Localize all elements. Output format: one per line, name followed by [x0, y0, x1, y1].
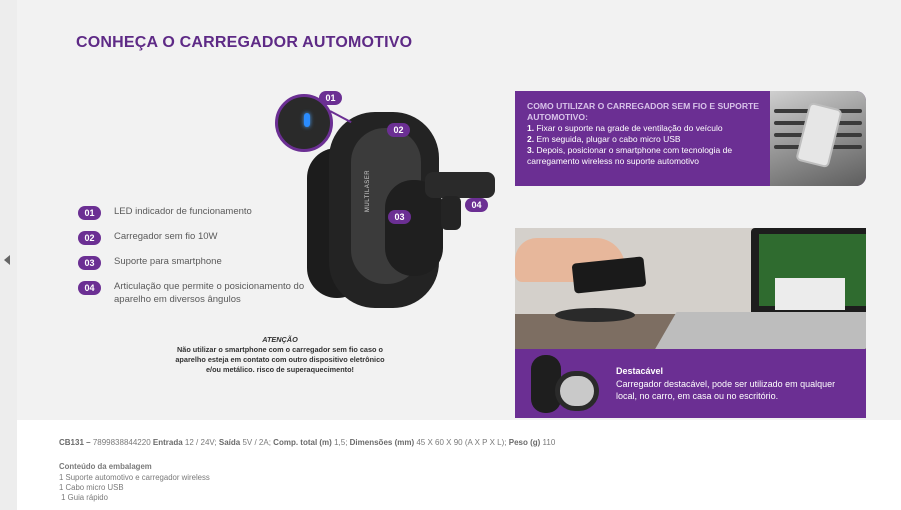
usage-step: [527, 134, 771, 145]
callout-badge-04: 04: [465, 198, 488, 212]
detachable-text: Carregador destacável, pode ser utilizado em qualquer local, no carro, em casa ou no escritório.: [616, 379, 836, 401]
feature-text: Carregador sem fio 10W: [114, 231, 218, 242]
spec-dim-label: Dimensões (mm): [349, 438, 415, 447]
usage-title: COMO UTILIZAR O CARREGADOR SEM FIO E SUPORTE AUTOMOTIVO:: [527, 101, 760, 122]
detachable-title: Destacável: [616, 366, 664, 376]
wireless-pad: [555, 308, 635, 322]
spec-dim-value: 45 X 60 X 90 (A X P X L);: [416, 438, 507, 447]
feature-badge: 04: [78, 281, 101, 295]
left-strip: [0, 0, 17, 510]
laptop-display-window: [775, 278, 845, 310]
feature-badge: 02: [78, 231, 101, 245]
car-vent-photo: [770, 91, 866, 186]
package-item: 1 Guia rápido: [59, 493, 108, 502]
spec-saida-label: Saída: [218, 438, 241, 447]
package-item: 1 Cabo micro USB: [59, 483, 124, 492]
spec-peso-value: 110: [542, 438, 556, 447]
package-item: 1 Suporte automotivo e carregador wireless: [59, 473, 210, 482]
spec-entrada-value: 12 / 24V;: [184, 438, 217, 447]
feature-badge: 01: [78, 206, 101, 220]
usage-step-text: Em seguida, plugar o cabo micro USB: [536, 134, 681, 144]
previous-page-arrow-icon[interactable]: [4, 255, 10, 265]
feature-badge: 03: [78, 256, 101, 270]
led-indicator-icon: [304, 113, 310, 127]
vent-clip: [425, 172, 495, 198]
callout-badge-01: 01: [319, 91, 342, 105]
charger-clip: [555, 371, 599, 411]
laptop-screen: [751, 228, 866, 312]
feature-text: Articulação que permite o posicionamento do aparelho em diversos ângulos: [114, 281, 305, 305]
spec-peso-label: Peso (g): [508, 438, 541, 447]
usage-step: [527, 123, 771, 134]
usage-text: [527, 101, 771, 167]
detachable-caption: [515, 349, 866, 418]
desk-photo: [515, 228, 866, 418]
warning-note: [173, 335, 387, 375]
laptop-display: [759, 234, 866, 306]
usage-step-text: Fixar o suporte na grade de ventilação do veículo: [536, 123, 723, 133]
usage-step-number: 3.: [527, 145, 535, 155]
spec-model: CB131 –: [59, 438, 91, 447]
spec-entrada-label: Entrada: [152, 438, 183, 447]
spec-ean: 7899838844220: [92, 438, 151, 447]
callout-badge-03: 03: [388, 210, 411, 224]
usage-step-number: 1.: [527, 123, 535, 133]
product-brand-label: MULTILASER: [365, 169, 372, 213]
vent-clip-arm: [441, 196, 461, 230]
detachable-charger-photo: [527, 349, 597, 418]
warning-body: Não utilizar o smartphone com o carregador sem fio caso o aparelho esteja em contato com outro dispositivo eletrônico e/ou metálico. risco de superaquecimento!: [175, 345, 385, 374]
spec-saida-value: 5V / 2A;: [242, 438, 271, 447]
laptop-keyboard: [653, 312, 866, 352]
feature-text: Suporte para smartphone: [114, 256, 222, 267]
spec-comp-value: 1,5;: [334, 438, 348, 447]
usage-step-number: 2.: [527, 134, 535, 144]
usage-step-text: Depois, posicionar o smartphone com tecnologia de carregamento wireless no suporte automotivo: [527, 145, 733, 166]
usage-step: [527, 145, 771, 167]
warning-title: ATENÇÃO: [262, 335, 298, 344]
footer-specs: [59, 438, 879, 502]
spec-line: [59, 438, 879, 447]
package-contents-title: Conteúdo da embalagem: [59, 462, 152, 471]
feature-text: LED indicador de funcionamento: [114, 206, 252, 217]
page-title: CONHEÇA O CARREGADOR AUTOMOTIVO: [76, 34, 413, 51]
usage-instructions-box: [515, 91, 866, 186]
callout-badge-02: 02: [387, 123, 410, 137]
spec-comp-label: Comp. total (m): [273, 438, 332, 447]
